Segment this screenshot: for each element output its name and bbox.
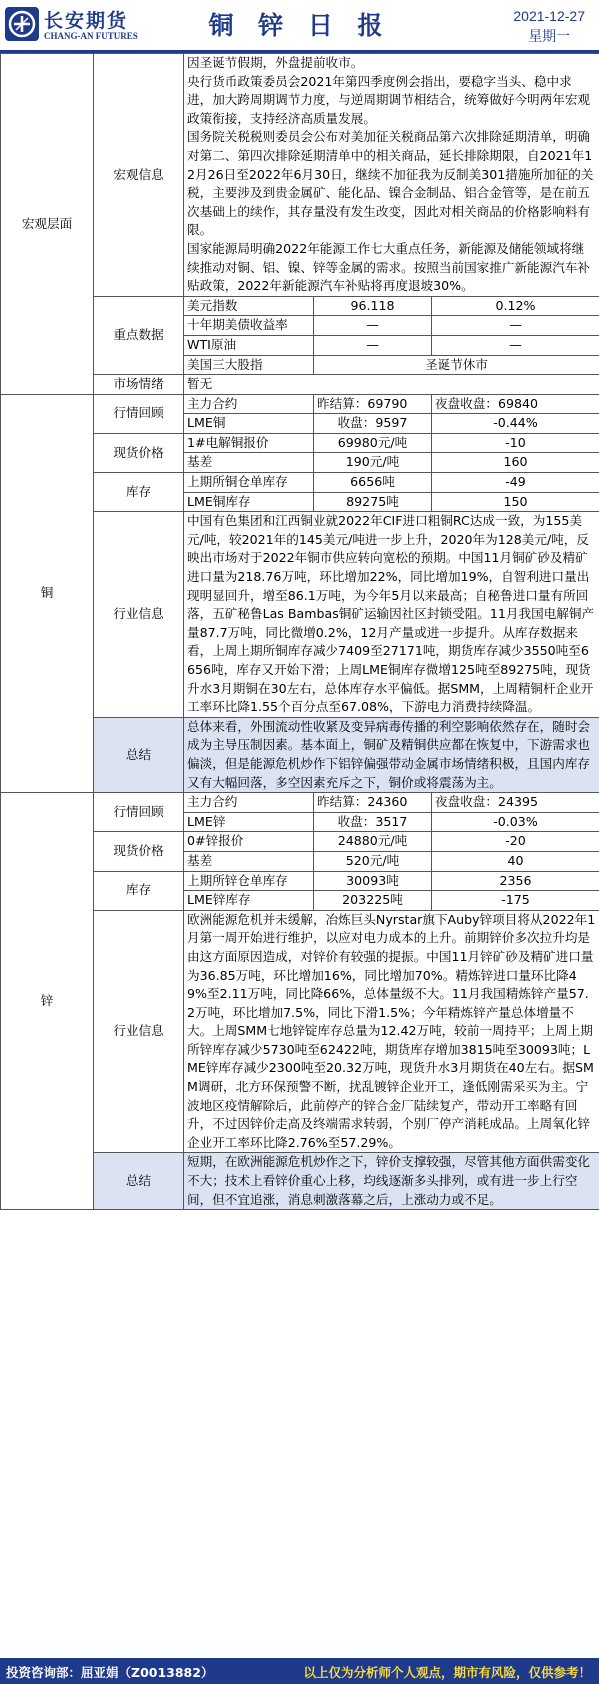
section-zinc: 锌	[1, 793, 94, 1210]
zinc-quote-value: 昨结算：24360	[314, 793, 432, 813]
sentiment-value: 暂无	[184, 375, 599, 395]
zinc-stock-name: 上期所锌仓单库存	[184, 871, 314, 891]
zinc-quote-name: LME锌	[184, 812, 314, 832]
copper-stock-label: 库存	[94, 473, 184, 512]
copper-spot-change: -10	[432, 433, 599, 453]
key-data-value: —	[314, 316, 432, 336]
report-footer	[0, 1658, 599, 1684]
copper-stock-value: 89275吨	[314, 492, 432, 512]
copper-stock-change: -49	[432, 473, 599, 493]
zinc-spot-change: -20	[432, 832, 599, 852]
zinc-quote-name: 主力合约	[184, 793, 314, 813]
macro-info-label: 宏观信息	[94, 54, 184, 297]
key-data-name: 美国三大股指	[184, 355, 314, 375]
copper-industry-text: 中国有色集团和江西铜业就2022年CIF进口粗铜RC达成一致，为155美元/吨，较2021年的145美元/吨进一步上升，2020年为128美元/吨，反映出市场对于2022年铜市供应转向宽松的预期。中国11月铜矿砂及精矿进口量为218.76万吨，环比增加22%，同比增加19%，自智利进口量出现明显回升，增至86.1万吨，为今年5月以来最高；自秘鲁进口量有所回落，五矿秘鲁Las Bambas铜矿运输因社区封锁受阻。11月我国电解铜产量87.7万吨，同比微增0.2%，12月产量或进一步提升。从库存数据来看，上周上期所铜库存减少7409至27171吨，期货库存减少3550吨至6656吨，库存又开始下滑；上周LME铜库存微增125吨至89275吨，现货升水3月期铜在30左右，总体库存水平偏低。据SMM，上周精铜杆企业开工率环比降1.55个百分点至67.08%，下游电力消费持续降温。	[184, 512, 599, 718]
copper-stock-name: LME铜库存	[184, 492, 314, 512]
report-title: 铜 锌 日 报	[208, 11, 391, 40]
zinc-spot-label: 现货价格	[94, 832, 184, 871]
copper-spot-name: 1#电解铜报价	[184, 433, 314, 453]
copper-stock-change: 150	[432, 492, 599, 512]
footer-disclaimer: 以上仅为分析师个人观点，期市有风险，仅供参考！	[303, 1665, 591, 1680]
macro-paragraph: 国务院关税税则委员会公布对美加征关税商品第六次排除延期清单，明确对第二、第四次排除延期清单中的相关商品，延长排除期限，自2021年12月26日至2022年6月30日，继续不加征我为反制美301措施所加征的关税，主要涉及到贵金属矿、能化品、镍合金制品、铝合金管等，是在前五次基础上的续作，其存量没有发生改变，因此对相关商品的价格影响料有限。	[187, 129, 594, 238]
zinc-stock-name: LME锌库存	[184, 891, 314, 911]
copper-stock-name: 上期所铜仓单库存	[184, 473, 314, 493]
copper-industry-label: 行业信息	[94, 512, 184, 718]
macro-paragraph: 因圣诞节假期，外盘提前收市。	[187, 55, 364, 70]
zinc-spot-change: 40	[432, 851, 599, 871]
copper-summary-label: 总结	[94, 717, 184, 792]
report-weekday: 星期一	[528, 28, 571, 44]
logo-english-name: CHANG-AN FUTURES	[44, 31, 138, 41]
zinc-spot-value: 520元/吨	[314, 851, 432, 871]
key-data-name: 十年期美债收益率	[184, 316, 314, 336]
zinc-spot-name: 基差	[184, 851, 314, 871]
zinc-quote-label: 行情回顾	[94, 793, 184, 832]
footer-analyst: 投资咨询部：屈亚娟（Z0013882）	[6, 1665, 214, 1680]
key-data-value: —	[314, 335, 432, 355]
zinc-industry-label: 行业信息	[94, 910, 184, 1153]
logo-chinese-name: 长安期货	[44, 10, 129, 32]
copper-spot-name: 基差	[184, 453, 314, 473]
copper-spot-value: 190元/吨	[314, 453, 432, 473]
copper-quote-night: 夜盘收盘：69840	[432, 394, 599, 414]
macro-paragraph: 国家能源局明确2022年能源工作七大重点任务，新能源及储能领域将继续推动对铜、铝、镍、锌等金属的需求。按照当前国家推广新能源汽车补贴政策，2022年新能源汽车补贴将再度退坡30%。	[187, 240, 590, 294]
report-table	[0, 53, 599, 1210]
copper-spot-label: 现货价格	[94, 433, 184, 472]
copper-quote-value: 收盘：9597	[314, 414, 432, 434]
zinc-summary-text: 短期，在欧洲能源危机炒作之下，锌价支撑较强，尽管其他方面供需变化不大；技术上看锌价重心上移，均线逐渐多头排列，或有进一步上行空间，但不宜追涨，消息刺激落幕之后，上涨动力或不足。	[184, 1153, 599, 1210]
key-data-change: —	[432, 316, 599, 336]
zinc-stock-value: 30093吨	[314, 871, 432, 891]
key-data-change: —	[432, 335, 599, 355]
sentiment-label: 市场情绪	[94, 375, 184, 395]
copper-stock-value: 6656吨	[314, 473, 432, 493]
zinc-stock-label: 库存	[94, 871, 184, 910]
zinc-stock-change: -175	[432, 891, 599, 911]
key-data-value: 96.118	[314, 296, 432, 316]
key-data-merged-value: 圣诞节休市	[314, 355, 599, 375]
report-header	[0, 0, 599, 53]
copper-quote-value: 昨结算：69790	[314, 394, 432, 414]
copper-quote-name: 主力合约	[184, 394, 314, 414]
copper-quote-name: LME铜	[184, 414, 314, 434]
key-data-label: 重点数据	[94, 296, 184, 374]
copper-quote-change: -0.44%	[432, 414, 599, 434]
report-date-block	[513, 6, 585, 46]
copper-spot-change: 160	[432, 453, 599, 473]
zinc-industry-text: 欧洲能源危机并未缓解，冶炼巨头Nyrstar旗下Auby锌项目将从2022年1月第一周开始进行维护，以应对电力成本的上升。前期锌价多次拉升均是由这方面原因造成，对锌价有较强的提振。中国11月锌矿砂及精矿进口量为36.85万吨，环比增加16%，同比增加70%。精炼锌进口量环比降49%至2.11万吨，同比降66%，总体量级不大。11月我国精炼锌产量57.2万吨，环比增加7.5%，同比下滑1.5%；今年精炼锌产量总体增量不大。上周SMM七地锌锭库存总量为12.42万吨，较前一周持平；上周上期所锌库存减少5730吨至62422吨，期货库存增加3815吨至30093吨；LME锌库存减少2300吨至20.32万吨，现货升水3月期货在40左右。据SMM调研，北方环保预警不断，扰乱镀锌企业开工，逢低刚需采买为主。宁波地区疫情解除后，此前停产的锌合金厂陆续复产，带动开工率略有回升，不过因锌价走高及终端需求转弱，个别厂停产消耗成品。上周氧化锌企业开工率环比降2.76%至57.29%。	[184, 910, 599, 1153]
zinc-spot-name: 0#锌报价	[184, 832, 314, 852]
section-copper: 铜	[1, 394, 94, 792]
copper-quote-label: 行情回顾	[94, 394, 184, 433]
zinc-summary-label: 总结	[94, 1153, 184, 1210]
macro-paragraph: 央行货币政策委员会2021年第四季度例会指出，要稳字当头、稳中求进，加大跨周期调节力度，与逆周期调节相结合，统筹做好今明两年宏观政策衔接，支持经济高质量发展。	[187, 73, 590, 126]
zinc-quote-night: 夜盘收盘：24395	[432, 793, 599, 813]
key-data-name: 美元指数	[184, 296, 314, 316]
zinc-stock-change: 2356	[432, 871, 599, 891]
section-macro: 宏观层面	[1, 54, 94, 395]
zinc-stock-value: 203225吨	[314, 891, 432, 911]
zinc-quote-value: 收盘：3517	[314, 812, 432, 832]
zinc-spot-value: 24880元/吨	[314, 832, 432, 852]
zinc-quote-change: -0.03%	[432, 812, 599, 832]
copper-summary-text: 总体来看，外围流动性收紧及变异病毒传播的利空影响依然存在，随时会成为主导压制因素。基本面上，铜矿及精铜供应都在恢复中，下游需求也偏淡，但是能源危机炒作下铝锌偏强带动金属市场情绪积极，且国内库存又有大幅回落，多空因素充斥之下，铜价或将震荡为主。	[184, 717, 599, 792]
key-data-name: WTI原油	[184, 335, 314, 355]
macro-info-text	[184, 54, 599, 297]
key-data-change: 0.12%	[432, 296, 599, 316]
report-date: 2021-12-27	[513, 8, 585, 24]
copper-spot-value: 69980元/吨	[314, 433, 432, 453]
